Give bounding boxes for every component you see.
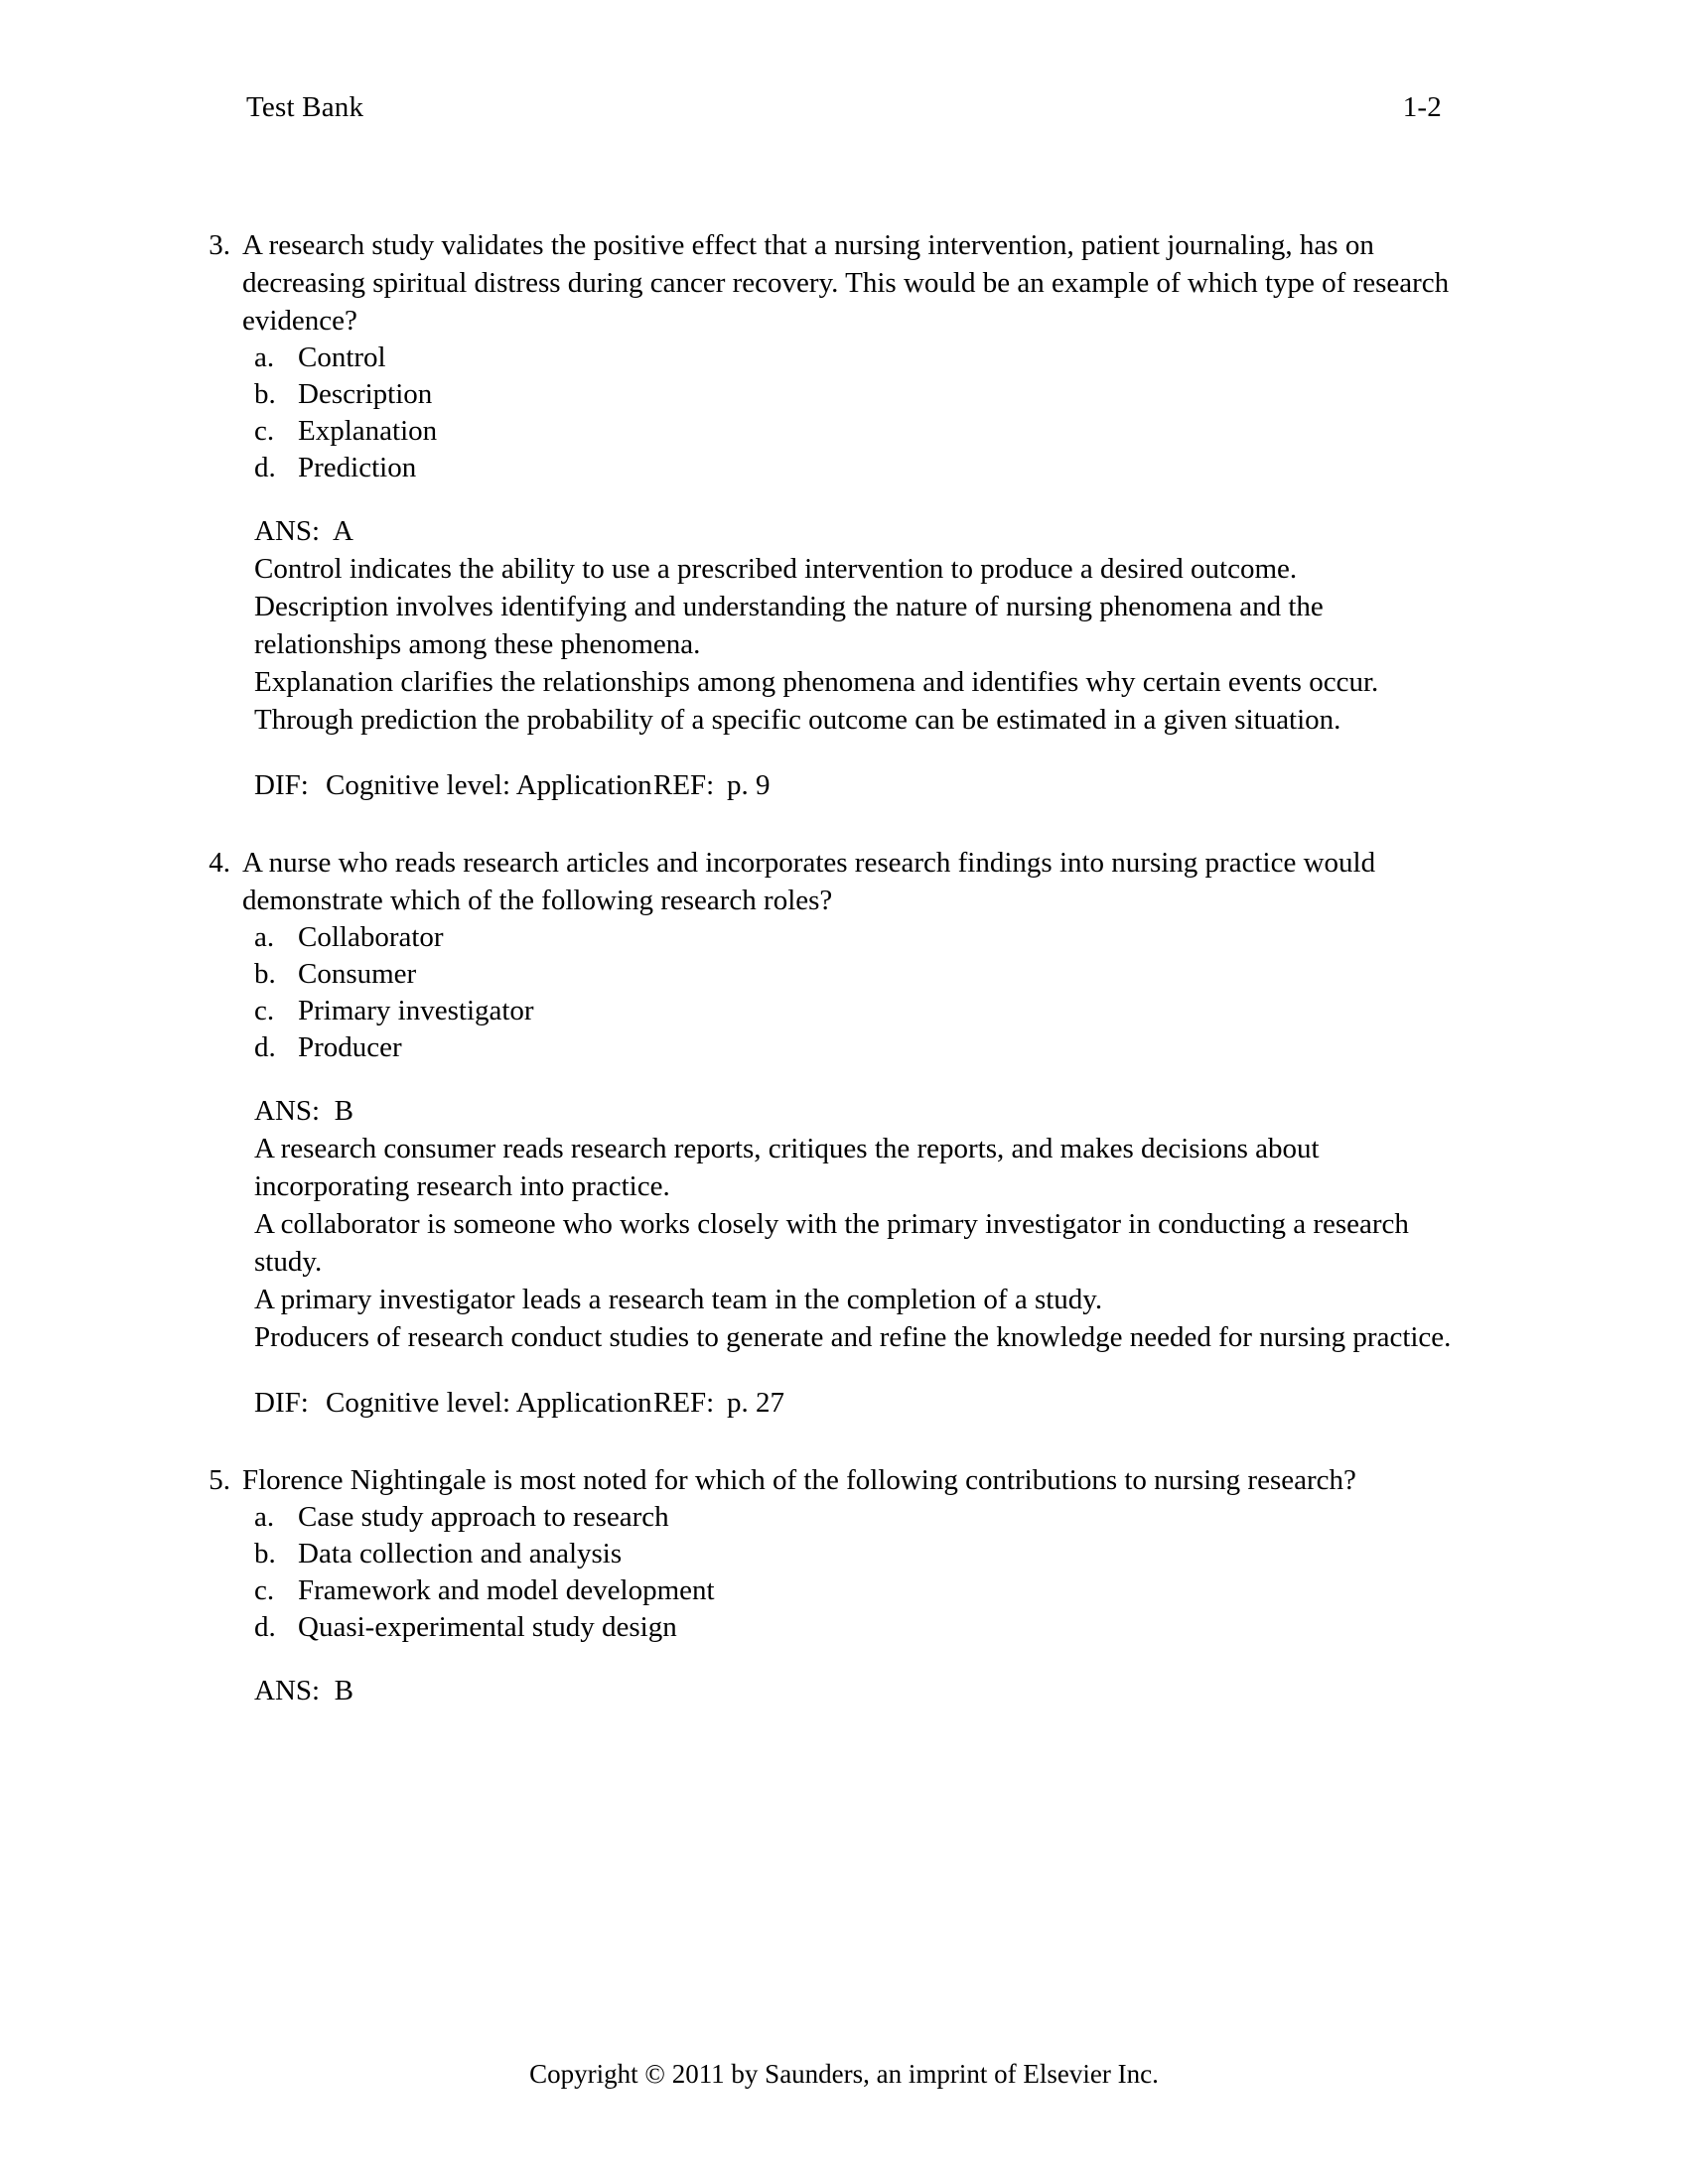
- option-letter: b.: [254, 1538, 276, 1570]
- dif-value: Cognitive level: Application: [326, 769, 652, 801]
- ref-value: p. 9: [727, 769, 771, 801]
- option-text: Framework and model development: [298, 1574, 715, 1606]
- section-spacer: [191, 804, 1452, 844]
- option-letter: b.: [254, 958, 276, 990]
- answer-block: [254, 1092, 1452, 1356]
- option-letter: a.: [254, 341, 275, 373]
- option-item: [254, 956, 1452, 993]
- answer-block: [254, 1672, 1452, 1709]
- question-stem: A nurse who reads research articles and incorporates research findings into nursing practice would demonstrate which of the following research roles?: [242, 847, 1376, 916]
- dif-value: Cognitive level: Application: [326, 1387, 652, 1419]
- question-number: 4.: [209, 847, 230, 879]
- option-letter: d.: [254, 1031, 276, 1063]
- answer-block: [254, 512, 1452, 739]
- option-text: Quasi-experimental study design: [298, 1611, 677, 1643]
- page-footer: Copyright © 2011 by Saunders, an imprint of Elsevier Inc.: [529, 2059, 1159, 2089]
- page-content: [191, 226, 1452, 1709]
- ref-label: REF:: [653, 1387, 715, 1419]
- rationale-paragraph: Through prediction the probability of a specific outcome can be estimated in a given situation.: [254, 704, 1341, 736]
- option-text: Control: [298, 341, 386, 373]
- question-number: 5.: [209, 1464, 230, 1496]
- option-item: [254, 1029, 1452, 1066]
- rationale-paragraph: Explanation clarifies the relationships among phenomena and identifies why certain events occur.: [254, 666, 1379, 698]
- option-item: [254, 1572, 1452, 1609]
- option-text: Primary investigator: [298, 995, 534, 1026]
- options-list: [254, 919, 1452, 1066]
- page-header: [246, 91, 1442, 124]
- option-text: Collaborator: [298, 921, 444, 953]
- ref-value: p. 27: [727, 1387, 784, 1419]
- option-item: [254, 1536, 1452, 1572]
- question-stem-row: [191, 1461, 1452, 1499]
- rationale-paragraph: A primary investigator leads a research team in the completion of a study.: [254, 1284, 1103, 1315]
- answer-label: ANS: B: [254, 1675, 353, 1706]
- question-block: [191, 844, 1452, 1422]
- option-item: [254, 1499, 1452, 1536]
- option-letter: d.: [254, 452, 276, 483]
- option-text: Data collection and analysis: [298, 1538, 623, 1570]
- question-stem: Florence Nightingale is most noted for which of the following contributions to nursing research?: [242, 1464, 1356, 1496]
- option-item: [254, 376, 1452, 413]
- option-text: Description: [298, 378, 433, 410]
- options-list: [254, 1499, 1452, 1646]
- answer-label: ANS: A: [254, 515, 353, 547]
- option-letter: b.: [254, 378, 276, 410]
- section-spacer: [191, 1422, 1452, 1461]
- dif-label: DIF:: [254, 1387, 309, 1419]
- options-list: [254, 340, 1452, 486]
- question-stem-row: [191, 226, 1452, 340]
- question-block: [191, 1461, 1452, 1709]
- option-letter: d.: [254, 1611, 276, 1643]
- option-letter: a.: [254, 1501, 275, 1533]
- question-stem: A research study validates the positive effect that a nursing intervention, patient journaling, has on decreasing spiritual distress during cancer recovery. This would be an example of which type of research evidence?: [242, 229, 1450, 337]
- option-item: [254, 919, 1452, 956]
- question-block: [191, 226, 1452, 804]
- header-title: Test Bank: [246, 91, 364, 123]
- option-text: Producer: [298, 1031, 402, 1063]
- difficulty-reference-row: [254, 766, 1452, 804]
- rationale-paragraph: Producers of research conduct studies to generate and refine the knowledge needed for nursing practice.: [254, 1321, 1452, 1353]
- rationale-paragraph: A collaborator is someone who works closely with the primary investigator in conducting a research study.: [254, 1208, 1409, 1278]
- option-text: Explanation: [298, 415, 438, 447]
- option-letter: c.: [254, 415, 275, 447]
- dif-label: DIF:: [254, 769, 309, 801]
- option-item: [254, 413, 1452, 450]
- question-number: 3.: [209, 229, 230, 261]
- rationale-paragraph: Control indicates the ability to use a prescribed intervention to produce a desired outcome.: [254, 553, 1298, 585]
- option-item: [254, 1609, 1452, 1646]
- option-letter: c.: [254, 1574, 275, 1606]
- ref-label: REF:: [653, 769, 715, 801]
- option-text: Consumer: [298, 958, 417, 990]
- difficulty-reference-row: [254, 1384, 1452, 1422]
- option-text: Prediction: [298, 452, 417, 483]
- rationale-paragraph: Description involves identifying and understanding the nature of nursing phenomena and the relationships among these phenomena.: [254, 591, 1324, 660]
- option-item: [254, 450, 1452, 486]
- rationale-paragraph: A research consumer reads research reports, critiques the reports, and makes decisions about incorporating research into practice.: [254, 1133, 1320, 1202]
- option-letter: a.: [254, 921, 275, 953]
- answer-label: ANS: B: [254, 1095, 353, 1127]
- question-stem-row: [191, 844, 1452, 919]
- option-letter: c.: [254, 995, 275, 1026]
- header-page-number: 1-2: [1402, 91, 1442, 123]
- option-item: [254, 993, 1452, 1029]
- option-text: Case study approach to research: [298, 1501, 669, 1533]
- option-item: [254, 340, 1452, 376]
